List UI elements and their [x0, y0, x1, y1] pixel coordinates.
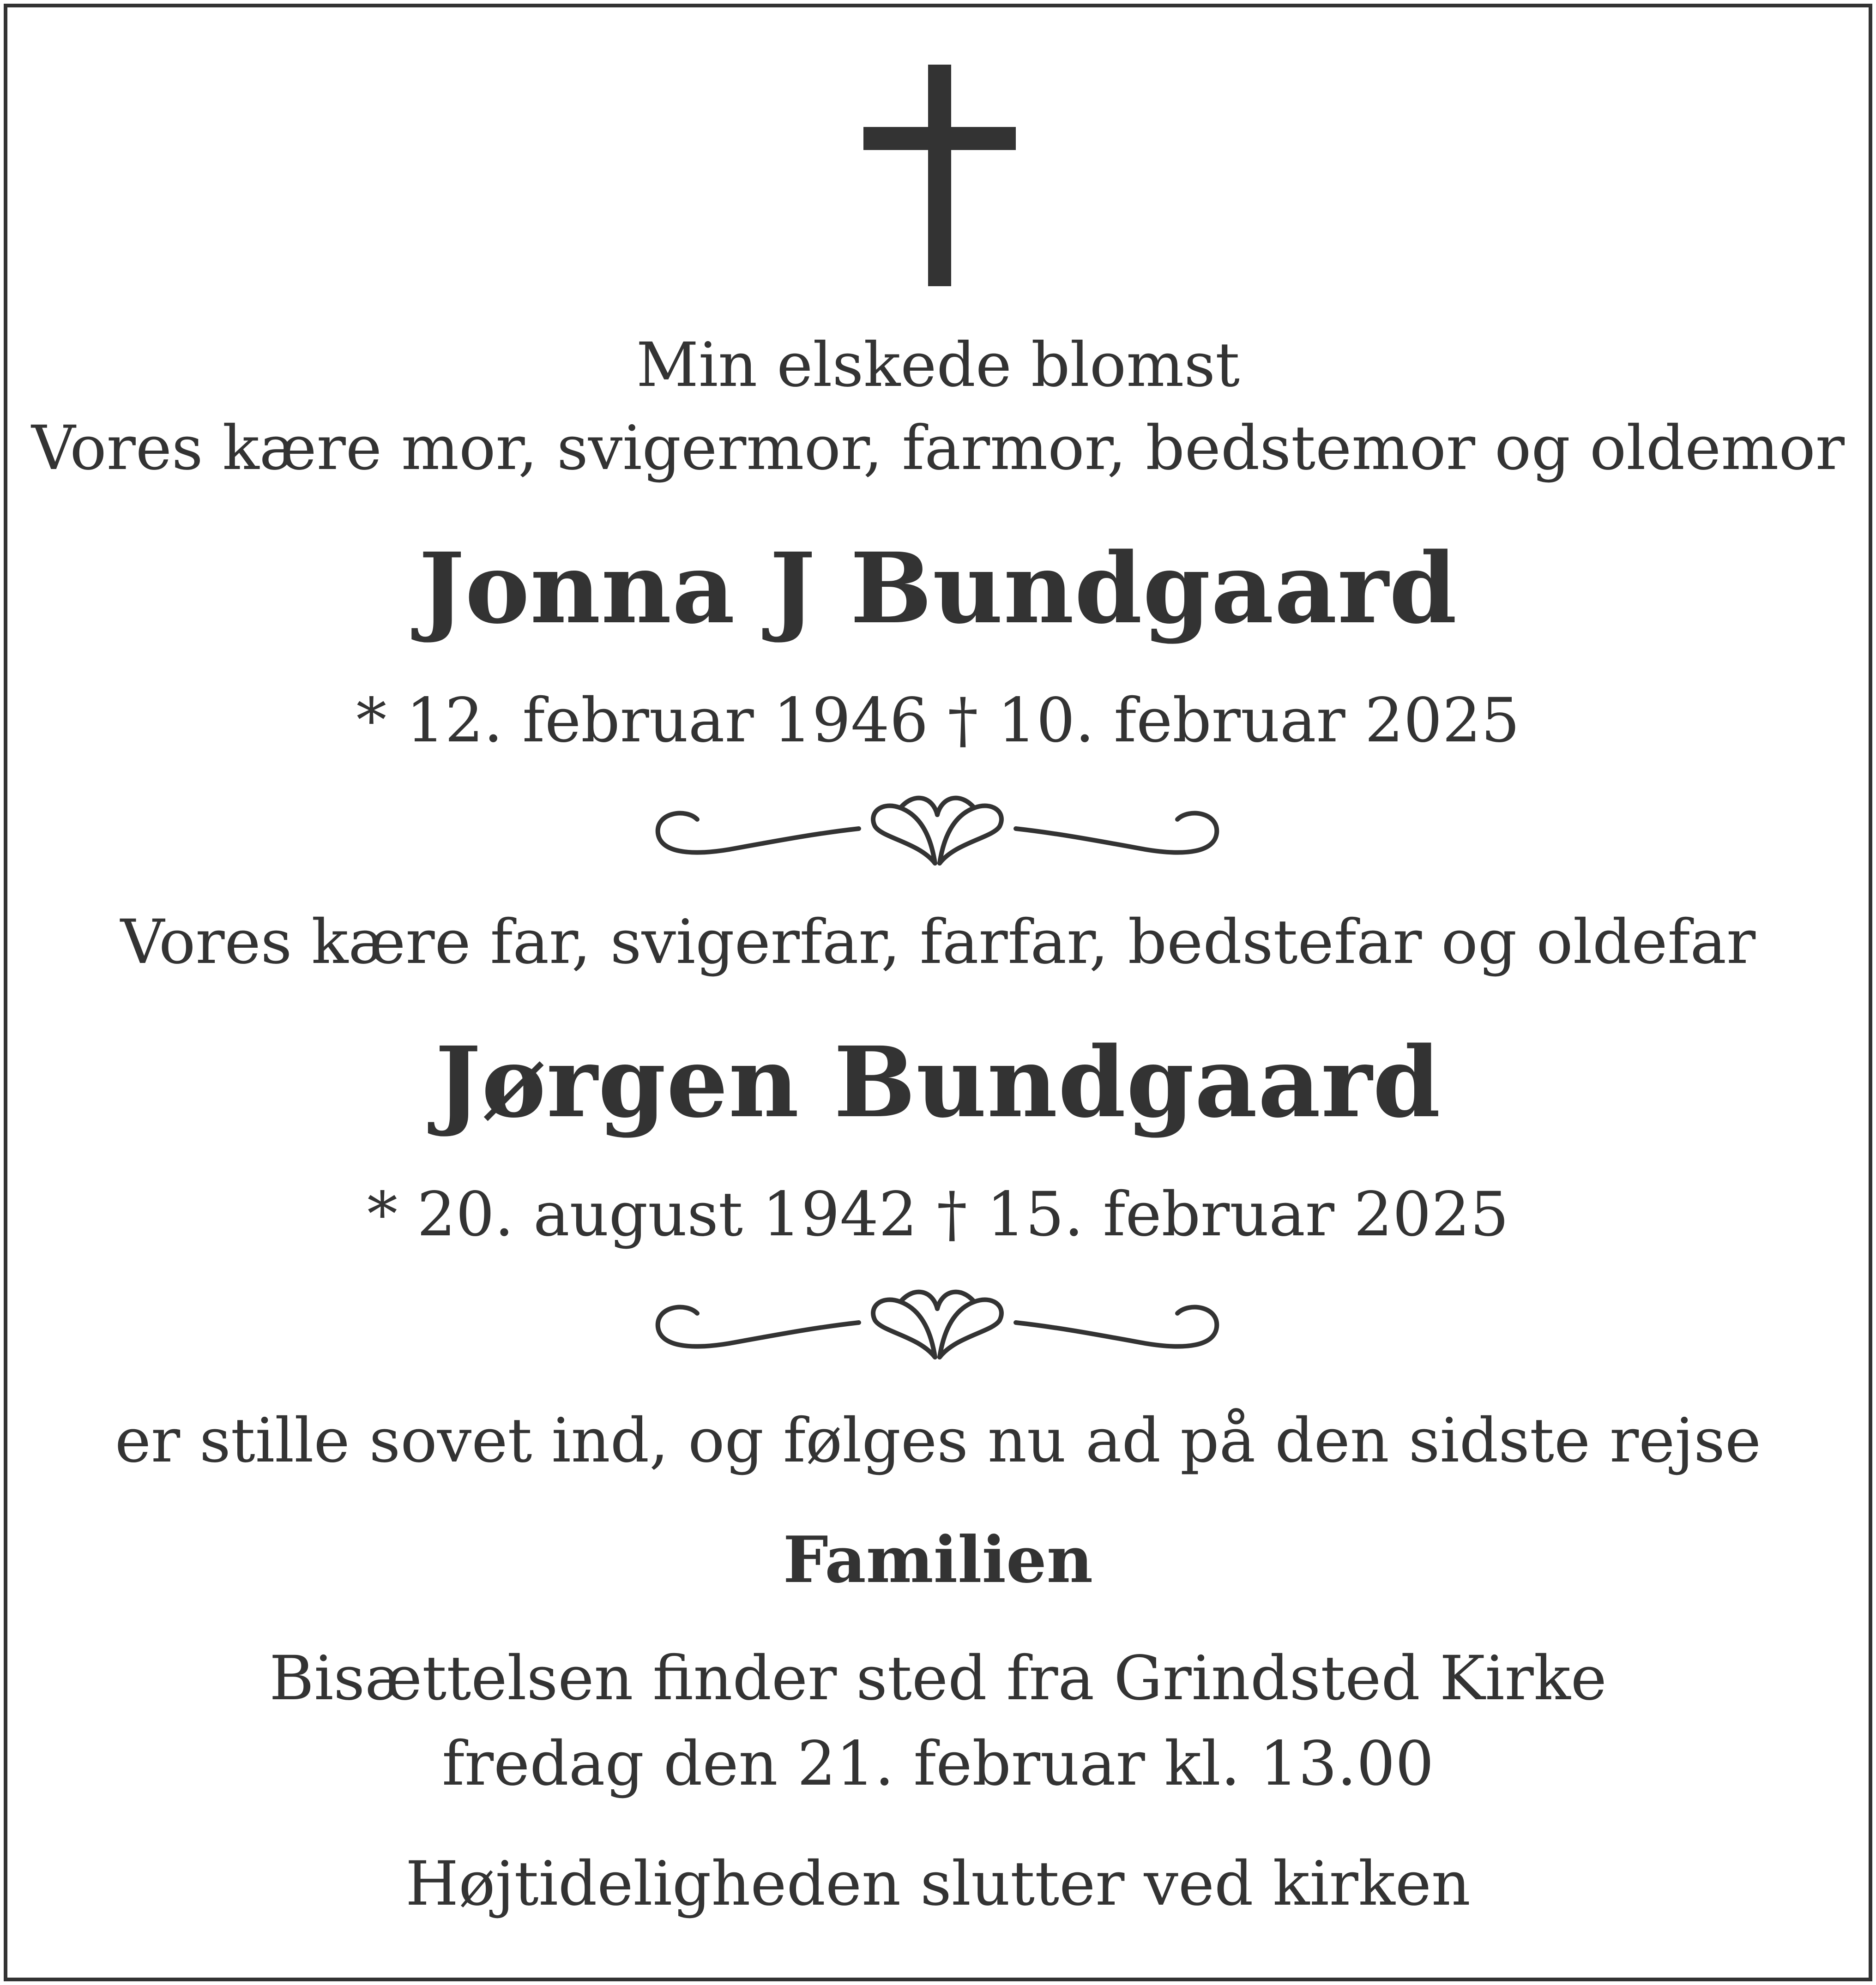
cross-icon: [863, 65, 1016, 286]
hearts-ornament-icon: [642, 782, 1233, 875]
person-2-name: Jørgen Bundgaard: [435, 1025, 1441, 1139]
intro-line-2: Vores kære mor, svigermor, farmor, bedstemor og oldemor: [31, 413, 1845, 484]
intro-line-1: Min elskede blomst: [636, 330, 1240, 401]
funeral-line-2: fredag den 21. februar kl. 13.00: [442, 1728, 1434, 1799]
person-2-dates: * 20. august 1942 † 15. februar 2025: [367, 1179, 1509, 1250]
person-1-name: Jonna J Bundgaard: [418, 531, 1458, 645]
funeral-line-1: Bisættelsen finder sted fra Grindsted Kirke: [269, 1643, 1607, 1714]
hearts-ornament-icon: [642, 1276, 1233, 1369]
intro-line-3: Vores kære far, svigerfar, farfar, bedstefar og oldefar: [120, 907, 1756, 978]
signature: Familien: [783, 1522, 1093, 1597]
funeral-line-3: Højtideligheden slutter ved kirken: [405, 1848, 1471, 1919]
closing-line: er stille sovet ind, og følges nu ad på den sidste rejse: [115, 1405, 1761, 1476]
person-1-dates: * 12. februar 1946 † 10. februar 2025: [356, 685, 1520, 756]
